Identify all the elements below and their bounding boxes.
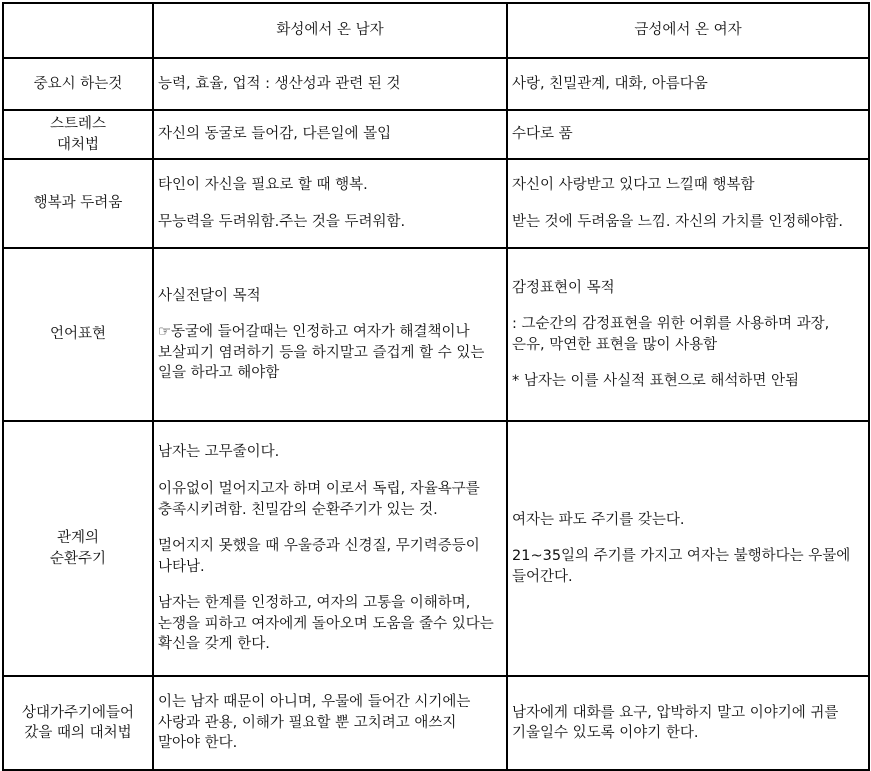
female-cell [507, 421, 869, 676]
female-text: 여자는 파도 주기를 갖는다. [512, 511, 685, 528]
male-text: 무능력을 두려워함.주는 것을 두려워함. [158, 213, 406, 230]
female-text: 사랑, 친밀관계, 대화, 아름다움 [512, 75, 708, 92]
male-text: 능력, 효율, 업적 : 생산성과 관련 된 것 [158, 75, 401, 92]
comparison-table [2, 2, 870, 771]
male-cell [153, 110, 507, 159]
row-label-line: 언어표현 [49, 326, 107, 343]
row-label [3, 58, 153, 110]
female-text: 수다로 품 [512, 126, 573, 143]
header-female: 금성에서 온 여자 [507, 3, 869, 58]
header-row [3, 3, 869, 58]
male-text: 자신의 동굴로 들어감, 다른일에 몰입 [158, 126, 392, 143]
female-text: 자신이 사랑받고 있다고 느낄때 행복함 [512, 177, 755, 194]
male-text: 이는 남자 때문이 아니며, 우물에 들어간 시기에는 사랑과 관용, 이해가 필요할 뿐 고치려고 애쓰지 말아야 한다. [158, 694, 471, 752]
table-row [3, 248, 869, 421]
row-label-line: 대처법 [56, 136, 100, 153]
male-cell [153, 58, 507, 110]
female-text: 남자에게 대화를 요구, 압박하지 말고 이야기에 귀를 기울일수 있도록 이야기 한다. [512, 704, 839, 742]
row-label [3, 676, 153, 770]
table-row [3, 421, 869, 676]
male-cell [153, 159, 507, 248]
male-text: ☞동굴에 들어갈때는 인정하고 여자가 해결책이나 보살피기 염려하기 등을 하지말고 즐겁게 할 수 있는 일을 하라고 해야함 [158, 324, 485, 382]
row-label [3, 159, 153, 248]
female-text: 21~35일의 주기를 가지고 여자는 불행하다는 우물에 들어간다. [512, 548, 851, 585]
female-text: : 그순간의 감정표현을 위한 어휘를 사용하며 과장, 은유, 막연한 표현을 많이 사용함 [512, 316, 830, 353]
male-text: 멀어지지 못했을 때 우울증과 신경질, 무기력증등이 나타남. [158, 538, 480, 575]
male-text: 타인이 자신을 필요로 할 때 행복. [158, 177, 368, 194]
male-cell [153, 421, 507, 676]
male-cell [153, 676, 507, 770]
female-cell [507, 676, 869, 770]
table-row [3, 110, 869, 159]
row-label-line: 관계의 [56, 530, 100, 547]
row-label [3, 110, 153, 159]
female-cell [507, 110, 869, 159]
male-text: 남자는 고무줄이다. [158, 444, 280, 461]
row-label-line: 상대가주기에들어 [21, 704, 135, 721]
male-text: 사실전달이 목적 [158, 287, 261, 304]
row-label-line: 행복과 두려움 [33, 195, 123, 212]
male-text: 이유없이 멀어지고자 하며 이로서 독립, 자율욕구를 충족시키려함. 친밀감의 순환주기가 있는 것. [158, 480, 480, 518]
table-row [3, 58, 869, 110]
female-cell [507, 159, 869, 248]
row-label-line: 순환주기 [49, 550, 107, 567]
female-cell [507, 58, 869, 110]
row-label [3, 421, 153, 676]
row-label [3, 248, 153, 421]
male-cell [153, 248, 507, 421]
table-row [3, 159, 869, 248]
female-cell [507, 248, 869, 421]
corner-cell [3, 3, 153, 58]
row-label-line: 스트레스 [49, 116, 107, 132]
female-text: * 남자는 이를 사실적 표현으로 해석하면 안됨 [512, 373, 800, 390]
female-text: 받는 것에 두려움을 느낌. 자신의 가치를 인정해야함. [512, 213, 844, 230]
table-row [3, 676, 869, 770]
header-male: 화성에서 온 남자 [153, 3, 507, 58]
female-text: 감정표현이 목적 [512, 279, 615, 296]
row-label-line: 갔을 때의 대처법 [24, 725, 132, 742]
row-label-line: 중요시 하는것 [33, 75, 123, 92]
male-text: 남자는 한계를 인정하고, 여자의 고통을 이해하며, 논쟁을 피하고 여자에게 돌아오며 도움을 줄수 있다는 확신을 갖게 한다. [158, 595, 494, 653]
